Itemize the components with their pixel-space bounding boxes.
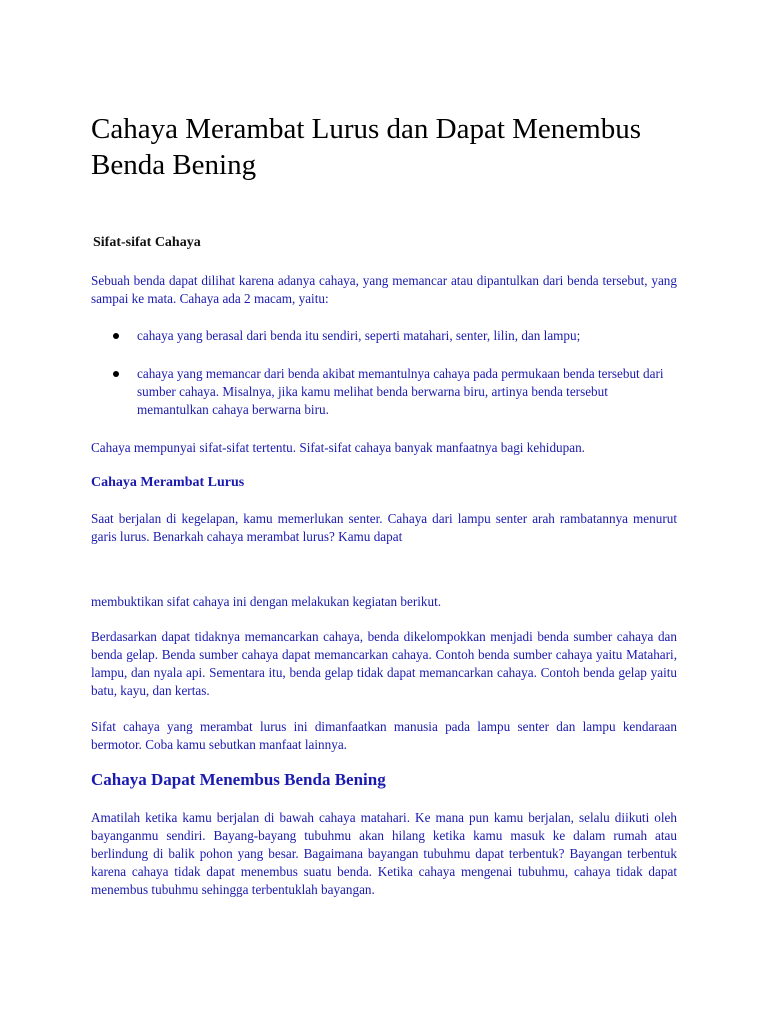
membuktikan-paragraph: membuktikan sifat cahaya ini dengan melakukan kegiatan berikut. [91,594,442,609]
senter-paragraph: Saat berjalan di kegelapan, kamu memerlukan senter. Cahaya dari lampu senter arah rambatannya menurut garis lurus. Benarkah cahaya merambat lurus? Kamu dapat [91,511,677,544]
berdasarkan-paragraph: Berdasarkan dapat tidaknya memancarkan cahaya, benda dikelompokkan menjadi benda sumber cahaya dan benda gelap. Benda sumber cahaya dapat memancarkan cahaya. Contoh benda sumber cahaya yaitu Matahari, lampu, dan nyala api. Sementara itu, benda gelap tidak dapat memancarkan cahaya. Contoh benda gelap yaitu batu, kayu, dan kertas. [91,629,677,698]
intro-paragraph: Sebuah benda dapat dilihat karena adanya cahaya, yang memancar atau dipantulkan dari benda tersebut, yang sampai ke mata. Cahaya ada 2 macam, yaitu: [91,273,677,306]
sifat-lurus-paragraph: Sifat cahaya yang merambat lurus ini dimanfaatkan manusia pada lampu senter dan lampu kendaraan bermotor. Coba kamu sebutkan manfaat lainnya. [91,719,677,752]
list-item [91,327,677,345]
list-item [91,365,677,419]
sifat-paragraph: Cahaya mempunyai sifat-sifat tertentu. Sifat-sifat cahaya banyak manfaatnya bagi kehidupan. [91,440,585,455]
list-item-text: cahaya yang memancar dari benda akibat memantulnya cahaya pada permukaan benda tersebut dari sumber cahaya. Misalnya, jika kamu melihat benda berwarna biru, artinya benda tersebut memantulkan cahaya berwarna biru. [137,366,664,417]
subheading-menembus-benda-bening: Cahaya Dapat Menembus Benda Bening [91,770,386,789]
list-item-text: cahaya yang berasal dari benda itu sendiri, seperti matahari, senter, lilin, dan lampu; [137,328,581,343]
section-heading-sifat: Sifat-sifat Cahaya [93,235,201,250]
bullet-icon [113,371,119,377]
light-types-list [91,327,677,419]
document-title: Cahaya Merambat Lurus dan Dapat Menembus Benda Bening [91,113,642,181]
bullet-icon [113,333,119,339]
subheading-merambat-lurus: Cahaya Merambat Lurus [91,475,245,490]
amatilah-paragraph: Amatilah ketika kamu berjalan di bawah cahaya matahari. Ke mana pun kamu berjalan, selalu diikuti oleh bayanganmu sendiri. Bayang-bayang tubuhmu akan hilang ketika kamu masuk ke dalam rumah atau berlindung di balik pohon yang besar. Bagaimana bayangan tubuhmu dapat terbentuk? Bayangan terbentuk karena cahaya tidak dapat menembus suatu benda. Ketika cahaya mengenai tubuhmu, cahaya tidak dapat menembus tubuhmu sehingga terbentuklah bayangan. [91,810,677,897]
